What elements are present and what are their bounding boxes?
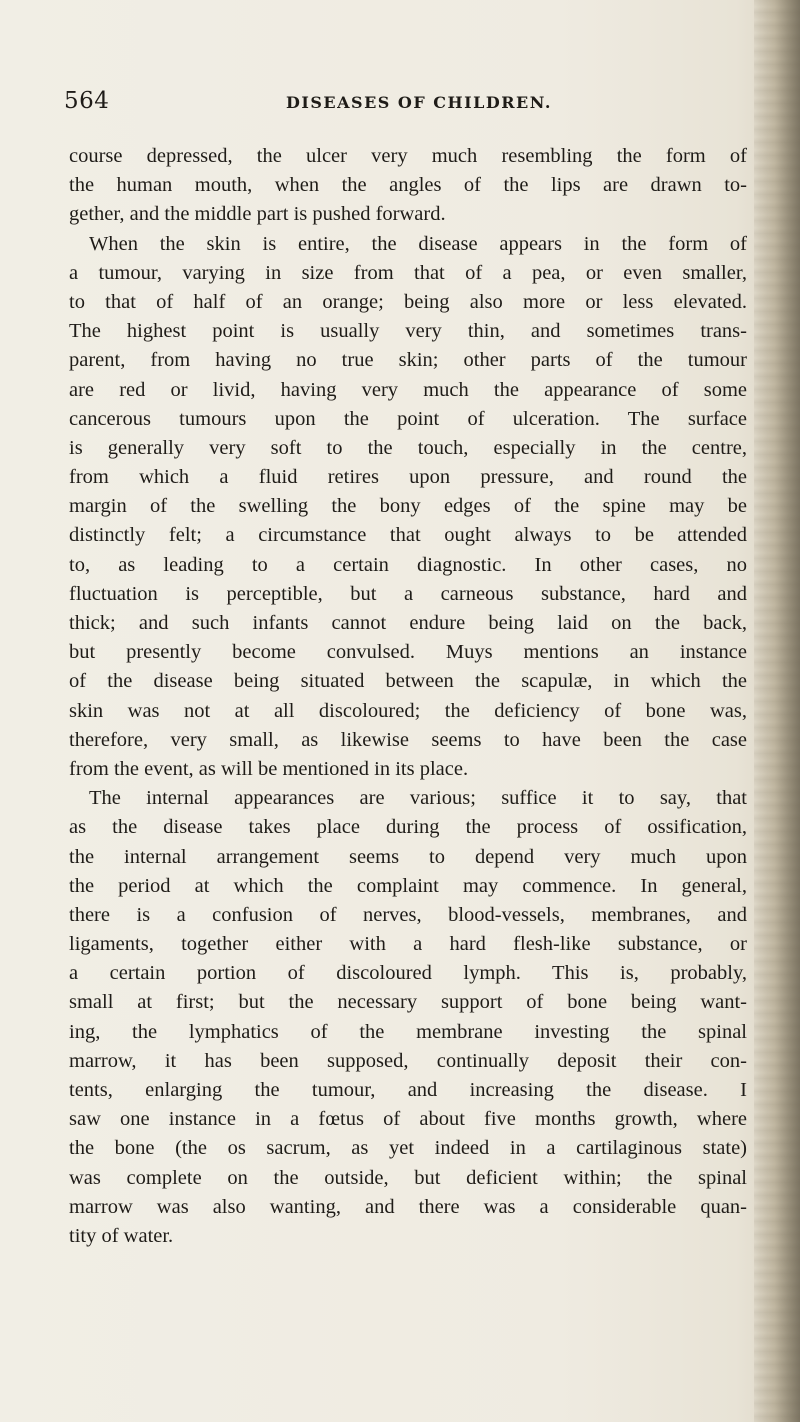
text-line: margin of the swelling the bony edges of the spine may be <box>69 495 747 518</box>
text-line: the period at which the complaint may commence. In general, <box>69 874 747 897</box>
text-line: cancerous tumours upon the point of ulceration. The surface <box>69 407 747 430</box>
text-line: tents, enlarging the tumour, and increasing the disease. I <box>69 1079 747 1101</box>
text-line: course depressed, the ulcer very much resembling the form of <box>69 145 747 167</box>
text-line: a tumour, varying in size from that of a pea, or even smaller, <box>69 261 747 284</box>
text-line: from the event, as will be mentioned in its place. <box>69 757 469 780</box>
text-line: but presently become convulsed. Muys mentions an instance <box>69 641 747 664</box>
text-line: fluctuation is perceptible, but a carneous substance, hard and <box>69 582 747 605</box>
text-line: the human mouth, when the angles of the lips are drawn to- <box>69 174 747 197</box>
running-head: DISEASES OF CHILDREN. <box>286 93 552 112</box>
text-line: distinctly felt; a circumstance that ought always to be attended <box>69 524 747 547</box>
text-line: are red or livid, having very much the appearance of some <box>69 378 747 401</box>
text-line: skin was not at all discoloured; the deficiency of bone was, <box>69 699 747 722</box>
text-line: The highest point is usually very thin, and sometimes trans- <box>69 320 747 343</box>
text-line: marrow, it has been supposed, continually deposit their con- <box>69 1049 747 1072</box>
text-line: ing, the lymphatics of the membrane investing the spinal <box>69 1020 747 1043</box>
page-edge-shadow <box>754 0 800 1422</box>
text-line: small at first; but the necessary support of bone being want- <box>69 991 747 1014</box>
text-line: is generally very soft to the touch, especially in the centre, <box>69 436 747 459</box>
body-text <box>69 142 747 1251</box>
text-line: parent, from having no true skin; other parts of the tumour <box>69 349 747 372</box>
text-line: ligaments, together either with a hard flesh-like substance, or <box>69 933 747 956</box>
text-line: from which a fluid retires upon pressure, and round the <box>69 466 747 489</box>
text-line: was complete on the outside, but deficient within; the spinal <box>69 1166 747 1189</box>
text-line: When the skin is entire, the disease appears in the form of <box>89 232 747 255</box>
text-line: The internal appearances are various; suffice it to say, that <box>89 787 747 810</box>
text-line: to, as leading to a certain diagnostic. In other cases, no <box>69 553 747 576</box>
text-line: therefore, very small, as likewise seems to have been the case <box>69 728 747 751</box>
text-line: thick; and such infants cannot endure being laid on the back, <box>69 612 747 634</box>
page-header <box>64 88 744 118</box>
page-number: 564 <box>64 88 110 114</box>
text-line: a certain portion of discoloured lymph. This is, probably, <box>69 962 747 985</box>
text-line: as the disease takes place during the process of ossification, <box>69 816 747 839</box>
text-line: of the disease being situated between the scapulæ, in which the <box>69 670 747 693</box>
text-line: tity of water. <box>69 1224 174 1247</box>
text-line: the internal arrangement seems to depend very much upon <box>69 845 747 868</box>
text-line: to that of half of an orange; being also more or less elevated. <box>69 290 747 313</box>
text-line: the bone (the os sacrum, as yet indeed in a cartilaginous state) <box>69 1137 747 1160</box>
text-line: saw one instance in a fœtus of about five months growth, where <box>69 1108 747 1131</box>
text-line: there is a confusion of nerves, blood-vessels, membranes, and <box>69 903 747 926</box>
text-line: marrow was also wanting, and there was a considerable quan- <box>69 1195 747 1218</box>
text-line: gether, and the middle part is pushed forward. <box>69 203 446 226</box>
